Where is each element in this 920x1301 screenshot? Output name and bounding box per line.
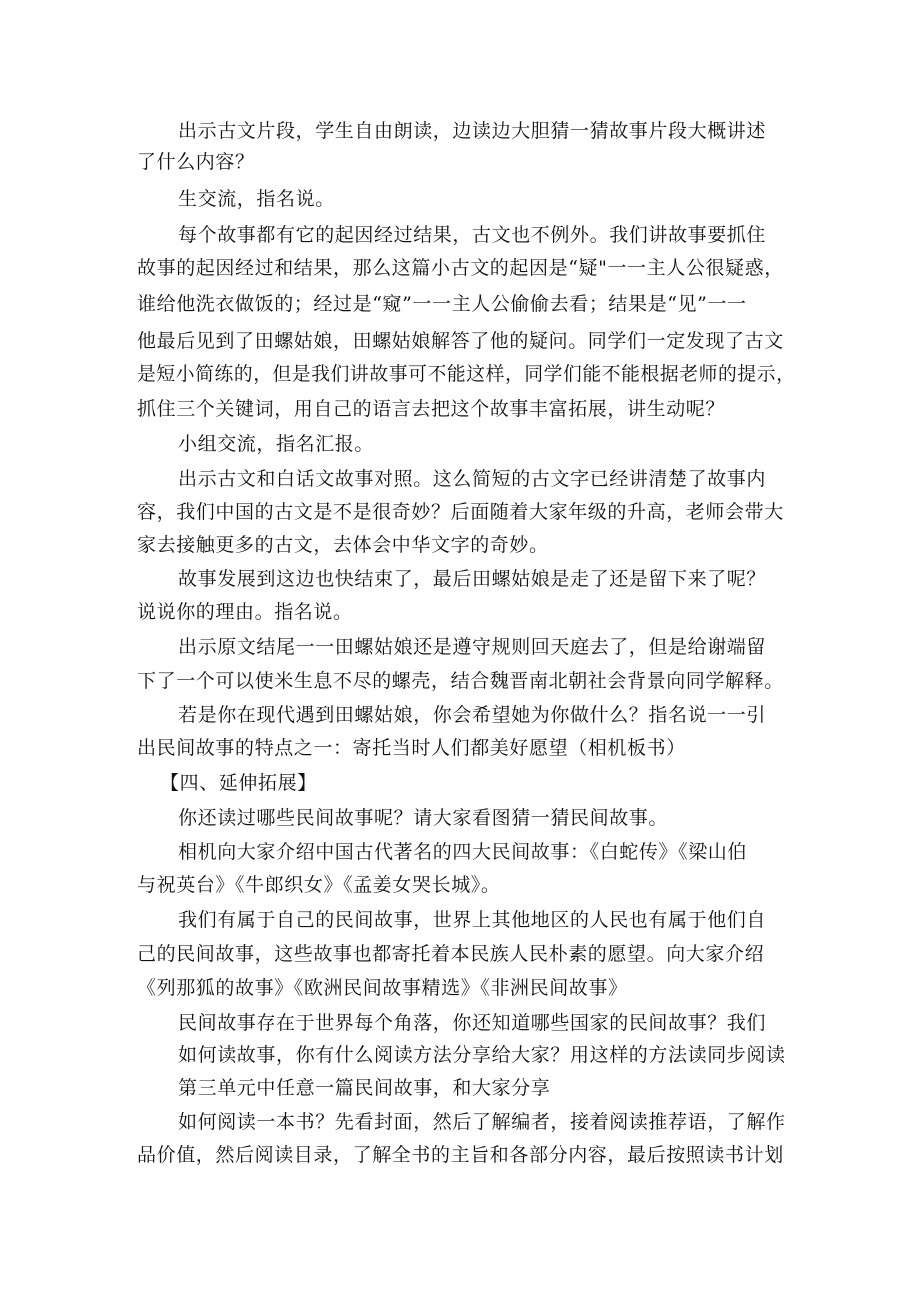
text-line: 小组交流，指名汇报。 [178, 433, 375, 455]
text-line: 每个故事都有它的起因经过结果，古文也不例外。我们讲故事要抓住 [178, 224, 767, 246]
text-line: 是短小简练的，但是我们讲故事可不能这样，同学们能不能根据老师的提示， [137, 364, 796, 385]
text-line: 若是你在现代遇到田螺姑娘，你会希望她为你做什么？指名说一一引 [178, 704, 767, 726]
text-line: 己的民间故事，这些故事也都寄托着本民族人民朴素的愿望。向大家介绍 [137, 943, 765, 965]
text-line: 他最后见到了田螺姑娘，田螺姑娘解答了他的疑问。同学们一定发现了古文 [137, 330, 784, 352]
text-line: 说说你的理由。指名说。 [137, 601, 353, 623]
text-line: 抓住三个关键词，用自己的语言去把这个故事丰富拓展，讲生动呢？ [137, 398, 726, 420]
text-line: 出示古文片段，学生自由朗读，边读边大胆猜一猜故事片段大概讲述 [178, 120, 767, 142]
text-line: 出示原文结尾一一田螺姑娘还是遵守规则回天庭去了，但是给谢端留 [178, 636, 767, 658]
text-line: 相机向大家介绍中国古代著名的四大民间故事：《白蛇传》《梁山伯 [178, 841, 748, 863]
text-line: 与祝英台》《牛郎织女》《孟姜女哭长城》。 [137, 874, 501, 896]
text-line: 故事的起因经过和结果，那么这篇小古文的起因是“疑"一一主人公很疑惑， [137, 257, 784, 279]
text-line: 家去接触更多的古文，去体会中华文字的奇妙。 [137, 534, 549, 556]
text-line: 第三单元中任意一篇民间故事，和大家分享 [178, 1077, 551, 1099]
text-line: 了什么内容？ [137, 151, 255, 173]
text-line: 民间故事存在于世界每个角落，你还知道哪些国家的民间故事？我们 [178, 1012, 767, 1034]
text-line: 谁给他洗衣做饭的；经过是“窥”一一主人公偷偷去看；结果是“见”一一 [137, 293, 747, 315]
text-line: 出民间故事的特点之一：寄托当时人们都美好愿望（相机板书） [137, 737, 686, 759]
text-line: 你还读过哪些民间故事呢？请大家看图猜一猜民间故事。 [178, 807, 669, 829]
text-line: 如何阅读一本书？先看封面，然后了解编者，接着阅读推荐语，了解作 [178, 1111, 786, 1133]
text-line: 生交流，指名说。 [178, 188, 335, 210]
section-heading: 【四、延伸拓展】 [160, 772, 317, 794]
text-line: 下了一个可以使米生息不尽的螺壳，结合魏晋南北朝社会背景向同学解释。 [137, 670, 784, 692]
text-line: 容，我们中国的古文是不是很奇妙？后面随着大家年级的升高，老师会带大 [137, 501, 784, 523]
text-line: 《列那狐的故事》《欧洲民间故事精选》《非洲民间故事》 [137, 977, 628, 999]
text-line: 出示古文和白话文故事对照。这么简短的古文字已经讲清楚了故事内 [178, 468, 767, 490]
text-line: 品价值，然后阅读目录，了解全书的主旨和各部分内容，最后按照读书计划 [137, 1144, 784, 1166]
text-line: 如何读故事，你有什么阅读方法分享给大家？用这样的方法读同步阅读 [178, 1044, 786, 1066]
text-line: 故事发展到这边也快结束了，最后田螺姑娘是走了还是留下来了呢？ [178, 568, 767, 590]
text-line: 我们有属于自己的民间故事，世界上其他地区的人民也有属于他们自 [178, 909, 767, 931]
